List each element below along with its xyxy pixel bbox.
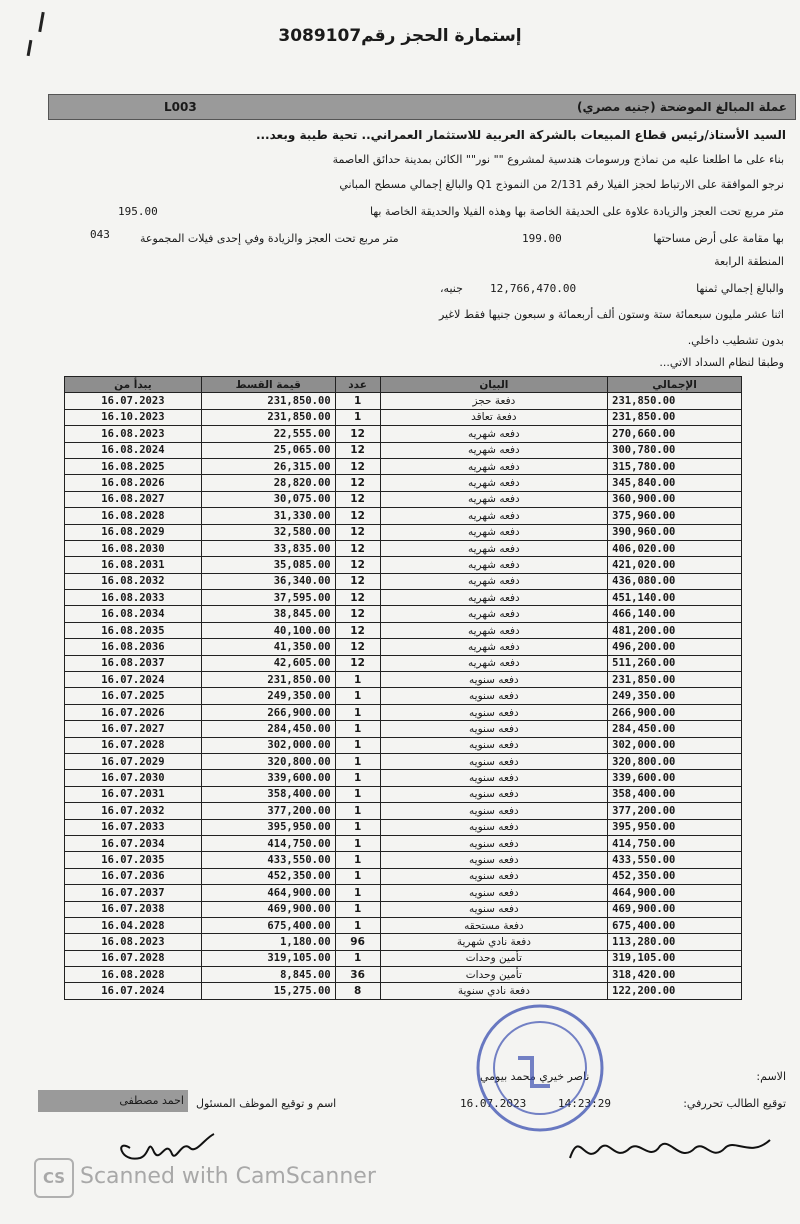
table-row xyxy=(65,540,742,556)
row-description: دفعه شهريه xyxy=(380,606,608,622)
row-count: 1 xyxy=(335,672,380,688)
table-row xyxy=(65,835,742,851)
header-installment: قيمة القسط xyxy=(201,377,335,393)
total-price-label: والبالغ إجمالي ثمنها xyxy=(696,282,784,295)
row-total: 284,450.00 xyxy=(608,721,742,737)
table-row xyxy=(65,885,742,901)
row-installment: 433,550.00 xyxy=(201,852,335,868)
row-total: 266,900.00 xyxy=(608,704,742,720)
table-row xyxy=(65,688,742,704)
row-installment: 377,200.00 xyxy=(201,803,335,819)
land-line: بها مقامة على أرض مساحتها xyxy=(653,232,784,245)
table-row xyxy=(65,950,742,966)
table-row xyxy=(65,426,742,442)
greeting-line: السيد الأستاذ/رئيس قطاع المبيعات بالشركة العربية للاستثمار العمراني.. تحية طيبة وبعد... xyxy=(255,128,786,142)
area-built: 195.00 xyxy=(118,205,158,218)
row-start-date: 16.08.2031 xyxy=(65,557,202,573)
row-start-date: 16.07.2027 xyxy=(65,721,202,737)
table-row xyxy=(65,721,742,737)
row-start-date: 16.07.2028 xyxy=(65,737,202,753)
row-description: دفعه شهريه xyxy=(380,622,608,638)
row-count: 1 xyxy=(335,688,380,704)
row-start-date: 16.07.2033 xyxy=(65,819,202,835)
currency-word: جنيه، xyxy=(440,282,463,295)
row-count: 1 xyxy=(335,868,380,884)
row-start-date: 16.08.2030 xyxy=(65,540,202,556)
table-row xyxy=(65,901,742,917)
row-start-date: 16.07.2024 xyxy=(65,983,202,999)
row-start-date: 16.08.2028 xyxy=(65,967,202,983)
land-line-rest: متر مربع تحت العجز والزيادة وفي إحدى فيلات المجموعة xyxy=(140,232,399,245)
row-start-date: 16.08.2032 xyxy=(65,573,202,589)
row-start-date: 16.04.2028 xyxy=(65,917,202,933)
row-description: دفعه سنويه xyxy=(380,753,608,769)
row-installment: 249,350.00 xyxy=(201,688,335,704)
table-row xyxy=(65,508,742,524)
row-start-date: 16.07.2031 xyxy=(65,786,202,802)
row-total: 249,350.00 xyxy=(608,688,742,704)
row-count: 12 xyxy=(335,508,380,524)
row-installment: 302,000.00 xyxy=(201,737,335,753)
row-installment: 22,555.00 xyxy=(201,426,335,442)
row-installment: 284,450.00 xyxy=(201,721,335,737)
row-count: 1 xyxy=(335,737,380,753)
row-installment: 40,100.00 xyxy=(201,622,335,638)
table-row xyxy=(65,803,742,819)
row-total: 675,400.00 xyxy=(608,917,742,933)
row-installment: 15,275.00 xyxy=(201,983,335,999)
row-total: 481,200.00 xyxy=(608,622,742,638)
row-total: 318,420.00 xyxy=(608,967,742,983)
row-installment: 469,900.00 xyxy=(201,901,335,917)
row-count: 12 xyxy=(335,426,380,442)
schedule-intro: وطبقا لنظام السداد الاتي... xyxy=(659,356,784,369)
row-description: دفعه سنويه xyxy=(380,901,608,917)
row-count: 1 xyxy=(335,917,380,933)
row-total: 320,800.00 xyxy=(608,753,742,769)
table-row xyxy=(65,655,742,671)
row-start-date: 16.07.2038 xyxy=(65,901,202,917)
row-count: 12 xyxy=(335,491,380,507)
row-total: 315,780.00 xyxy=(608,458,742,474)
row-description: دفعة حجز xyxy=(380,393,608,409)
currency-label: عملة المبالغ الموضحة (جنيه مصري) xyxy=(576,100,787,114)
table-row xyxy=(65,868,742,884)
row-start-date: 16.08.2025 xyxy=(65,458,202,474)
row-description: دفعه سنويه xyxy=(380,819,608,835)
row-description: دفعه شهريه xyxy=(380,508,608,524)
table-row xyxy=(65,917,742,933)
row-count: 12 xyxy=(335,540,380,556)
row-installment: 41,350.00 xyxy=(201,639,335,655)
row-total: 469,900.00 xyxy=(608,901,742,917)
header-description: البيان xyxy=(380,377,608,393)
row-description: دفعه شهريه xyxy=(380,655,608,671)
table-row xyxy=(65,442,742,458)
row-installment: 452,350.00 xyxy=(201,868,335,884)
row-total: 270,660.00 xyxy=(608,426,742,442)
row-start-date: 16.08.2034 xyxy=(65,606,202,622)
table-row xyxy=(65,458,742,474)
camscanner-badge: CS xyxy=(34,1158,74,1198)
finishing-note: بدون تشطيب داخلي. xyxy=(687,334,784,347)
row-description: دفعه شهريه xyxy=(380,426,608,442)
row-total: 358,400.00 xyxy=(608,786,742,802)
intro-line: بناء على ما اطلعنا عليه من نماذج ورسومات هندسية لمشروع "" نور"" الكائن بمدينة حدائق العاصمة xyxy=(332,153,784,166)
row-start-date: 16.08.2023 xyxy=(65,934,202,950)
row-total: 345,840.00 xyxy=(608,475,742,491)
row-total: 451,140.00 xyxy=(608,590,742,606)
row-count: 1 xyxy=(335,704,380,720)
row-start-date: 16.08.2027 xyxy=(65,491,202,507)
row-total: 300,780.00 xyxy=(608,442,742,458)
row-count: 12 xyxy=(335,606,380,622)
row-installment: 28,820.00 xyxy=(201,475,335,491)
payment-schedule-table xyxy=(64,376,742,1000)
table-row xyxy=(65,852,742,868)
currency-bar xyxy=(48,94,796,120)
row-total: 360,900.00 xyxy=(608,491,742,507)
row-start-date: 16.08.2035 xyxy=(65,622,202,638)
row-description: دفعه شهريه xyxy=(380,557,608,573)
total-price: 12,766,470.00 xyxy=(490,282,577,295)
table-row xyxy=(65,819,742,835)
row-total: 231,850.00 xyxy=(608,672,742,688)
employee-name: احمد مصطفى xyxy=(119,1094,184,1107)
row-description: دفعة مستحقه xyxy=(380,917,608,933)
table-row xyxy=(65,967,742,983)
table-row xyxy=(65,393,742,409)
row-description: دفعه سنويه xyxy=(380,868,608,884)
employee-label: اسم و توقيع الموظف المسئول xyxy=(196,1097,337,1110)
table-row xyxy=(65,786,742,802)
row-total: 466,140.00 xyxy=(608,606,742,622)
row-count: 1 xyxy=(335,409,380,425)
table-row xyxy=(65,753,742,769)
row-description: دفعه سنويه xyxy=(380,672,608,688)
row-count: 1 xyxy=(335,819,380,835)
row-installment: 675,400.00 xyxy=(201,917,335,933)
row-description: دفعه سنويه xyxy=(380,803,608,819)
table-row xyxy=(65,573,742,589)
sign-date: 16.07.2023 xyxy=(460,1097,527,1110)
row-installment: 231,850.00 xyxy=(201,393,335,409)
row-total: 231,850.00 xyxy=(608,409,742,425)
row-installment: 33,835.00 xyxy=(201,540,335,556)
row-count: 1 xyxy=(335,770,380,786)
row-count: 12 xyxy=(335,590,380,606)
row-start-date: 16.07.2034 xyxy=(65,835,202,851)
row-count: 1 xyxy=(335,393,380,409)
row-description: دفعه سنويه xyxy=(380,786,608,802)
row-count: 1 xyxy=(335,786,380,802)
row-total: 433,550.00 xyxy=(608,852,742,868)
row-count: 1 xyxy=(335,835,380,851)
row-installment: 8,845.00 xyxy=(201,967,335,983)
header-count: عدد xyxy=(335,377,380,393)
row-count: 36 xyxy=(335,967,380,983)
table-row xyxy=(65,622,742,638)
row-count: 12 xyxy=(335,639,380,655)
row-installment: 464,900.00 xyxy=(201,885,335,901)
area-line: متر مربع تحت العجز والزيادة علاوة على الحديقة الخاصة بها وهذه الفيلا والحديقة الخاصة بها xyxy=(370,205,784,218)
row-installment: 38,845.00 xyxy=(201,606,335,622)
row-count: 12 xyxy=(335,458,380,474)
row-description: تأمين وحدات xyxy=(380,950,608,966)
table-row xyxy=(65,590,742,606)
row-description: دفعه شهريه xyxy=(380,458,608,474)
row-total: 377,200.00 xyxy=(608,803,742,819)
table-row xyxy=(65,557,742,573)
row-installment: 32,580.00 xyxy=(201,524,335,540)
row-start-date: 16.07.2035 xyxy=(65,852,202,868)
employee-signature xyxy=(110,1118,220,1168)
row-count: 1 xyxy=(335,721,380,737)
table-header-row xyxy=(65,377,742,393)
row-start-date: 16.08.2037 xyxy=(65,655,202,671)
table-row xyxy=(65,606,742,622)
row-installment: 395,950.00 xyxy=(201,819,335,835)
row-start-date: 16.07.2036 xyxy=(65,868,202,884)
table-row xyxy=(65,409,742,425)
row-start-date: 16.07.2026 xyxy=(65,704,202,720)
row-total: 496,200.00 xyxy=(608,639,742,655)
row-installment: 231,850.00 xyxy=(201,672,335,688)
row-total: 339,600.00 xyxy=(608,770,742,786)
row-description: دفعه سنويه xyxy=(380,770,608,786)
header-start: يبدأ من xyxy=(65,377,202,393)
row-start-date: 16.08.2029 xyxy=(65,524,202,540)
row-installment: 339,600.00 xyxy=(201,770,335,786)
row-count: 12 xyxy=(335,557,380,573)
row-installment: 320,800.00 xyxy=(201,753,335,769)
row-total: 390,960.00 xyxy=(608,524,742,540)
row-total: 436,080.00 xyxy=(608,573,742,589)
table-row xyxy=(65,672,742,688)
row-description: دفعة نادي سنوية xyxy=(380,983,608,999)
sign-time: 14:23:29 xyxy=(558,1097,611,1110)
row-count: 1 xyxy=(335,885,380,901)
row-count: 12 xyxy=(335,622,380,638)
row-description: دفعه شهريه xyxy=(380,590,608,606)
row-start-date: 16.07.2023 xyxy=(65,393,202,409)
row-installment: 37,595.00 xyxy=(201,590,335,606)
name-value: ناصر خيري محمد بيومي xyxy=(480,1070,590,1083)
group-number: 043 xyxy=(90,228,110,241)
row-description: دفعه شهريه xyxy=(380,524,608,540)
row-installment: 36,340.00 xyxy=(201,573,335,589)
row-total: 231,850.00 xyxy=(608,393,742,409)
row-count: 1 xyxy=(335,901,380,917)
row-total: 464,900.00 xyxy=(608,885,742,901)
request-line: نرجو الموافقة على الارتباط لحجز الفيلا رقم 2/131 من النموذج Q1 والبالغ إجمالي مسطح المباني xyxy=(339,178,784,191)
header-total: الإجمالي xyxy=(608,377,742,393)
row-count: 1 xyxy=(335,852,380,868)
row-count: 96 xyxy=(335,934,380,950)
row-start-date: 16.07.2032 xyxy=(65,803,202,819)
row-installment: 319,105.00 xyxy=(201,950,335,966)
row-start-date: 16.08.2028 xyxy=(65,508,202,524)
row-count: 1 xyxy=(335,753,380,769)
row-total: 319,105.00 xyxy=(608,950,742,966)
row-count: 12 xyxy=(335,524,380,540)
row-installment: 31,330.00 xyxy=(201,508,335,524)
row-total: 511,260.00 xyxy=(608,655,742,671)
row-start-date: 16.08.2036 xyxy=(65,639,202,655)
row-installment: 35,085.00 xyxy=(201,557,335,573)
row-total: 395,950.00 xyxy=(608,819,742,835)
row-description: دفعه شهريه xyxy=(380,540,608,556)
row-count: 1 xyxy=(335,950,380,966)
row-description: دفعه شهريه xyxy=(380,639,608,655)
row-description: دفعه سنويه xyxy=(380,885,608,901)
table-row xyxy=(65,934,742,950)
table-row xyxy=(65,491,742,507)
row-count: 12 xyxy=(335,442,380,458)
row-installment: 30,075.00 xyxy=(201,491,335,507)
row-description: دفعه سنويه xyxy=(380,688,608,704)
row-description: دفعه سنويه xyxy=(380,721,608,737)
row-total: 406,020.00 xyxy=(608,540,742,556)
table-row xyxy=(65,704,742,720)
row-description: دفعة نادي شهرية xyxy=(380,934,608,950)
price-in-words: اثنا عشر مليون سبعمائة ستة وستون ألف أربعمائة و سبعون جنيها فقط لاغير xyxy=(438,308,784,321)
table-row xyxy=(65,639,742,655)
row-total: 302,000.00 xyxy=(608,737,742,753)
row-count: 12 xyxy=(335,573,380,589)
row-installment: 231,850.00 xyxy=(201,409,335,425)
table-row xyxy=(65,524,742,540)
row-count: 12 xyxy=(335,655,380,671)
table-row xyxy=(65,475,742,491)
row-description: دفعه شهريه xyxy=(380,442,608,458)
applicant-signature xyxy=(560,1118,780,1178)
row-count: 12 xyxy=(335,475,380,491)
row-installment: 25,065.00 xyxy=(201,442,335,458)
table-row xyxy=(65,983,742,999)
row-start-date: 16.07.2029 xyxy=(65,753,202,769)
row-description: دفعه شهريه xyxy=(380,491,608,507)
row-start-date: 16.10.2023 xyxy=(65,409,202,425)
row-start-date: 16.07.2030 xyxy=(65,770,202,786)
row-description: دفعه سنويه xyxy=(380,852,608,868)
row-start-date: 16.07.2024 xyxy=(65,672,202,688)
row-start-date: 16.08.2026 xyxy=(65,475,202,491)
row-start-date: 16.07.2025 xyxy=(65,688,202,704)
camscanner-watermark: Scanned with CamScanner xyxy=(80,1164,376,1189)
row-start-date: 16.08.2024 xyxy=(65,442,202,458)
row-installment: 26,315.00 xyxy=(201,458,335,474)
row-total: 113,280.00 xyxy=(608,934,742,950)
zone: المنطقة الرابعة xyxy=(714,255,784,268)
row-start-date: 16.08.2023 xyxy=(65,426,202,442)
row-description: تأمين وحدات xyxy=(380,967,608,983)
row-description: دفعه سنويه xyxy=(380,704,608,720)
land-area: 199.00 xyxy=(522,232,562,245)
row-total: 414,750.00 xyxy=(608,835,742,851)
row-total: 122,200.00 xyxy=(608,983,742,999)
row-total: 421,020.00 xyxy=(608,557,742,573)
row-description: دفعه شهريه xyxy=(380,475,608,491)
name-label: الاسم: xyxy=(756,1070,786,1083)
row-installment: 414,750.00 xyxy=(201,835,335,851)
row-description: دفعه شهريه xyxy=(380,573,608,589)
sign-label: توقيع الطالب تحررفي: xyxy=(683,1097,786,1110)
employee-name-field xyxy=(38,1090,188,1112)
row-start-date: 16.07.2028 xyxy=(65,950,202,966)
row-description: دفعه سنويه xyxy=(380,835,608,851)
row-count: 1 xyxy=(335,803,380,819)
form-title: إستمارة الحجز رقم3089107 xyxy=(278,26,522,46)
row-total: 375,960.00 xyxy=(608,508,742,524)
row-description: دفعه سنويه xyxy=(380,737,608,753)
row-description: دفعة تعاقد xyxy=(380,409,608,425)
currency-code: L003 xyxy=(164,100,197,114)
company-stamp xyxy=(470,998,610,1138)
row-installment: 266,900.00 xyxy=(201,704,335,720)
row-total: 452,350.00 xyxy=(608,868,742,884)
row-installment: 1,180.00 xyxy=(201,934,335,950)
row-start-date: 16.07.2037 xyxy=(65,885,202,901)
table-row xyxy=(65,770,742,786)
row-start-date: 16.08.2033 xyxy=(65,590,202,606)
row-installment: 42,605.00 xyxy=(201,655,335,671)
row-count: 8 xyxy=(335,983,380,999)
row-installment: 358,400.00 xyxy=(201,786,335,802)
table-row xyxy=(65,737,742,753)
